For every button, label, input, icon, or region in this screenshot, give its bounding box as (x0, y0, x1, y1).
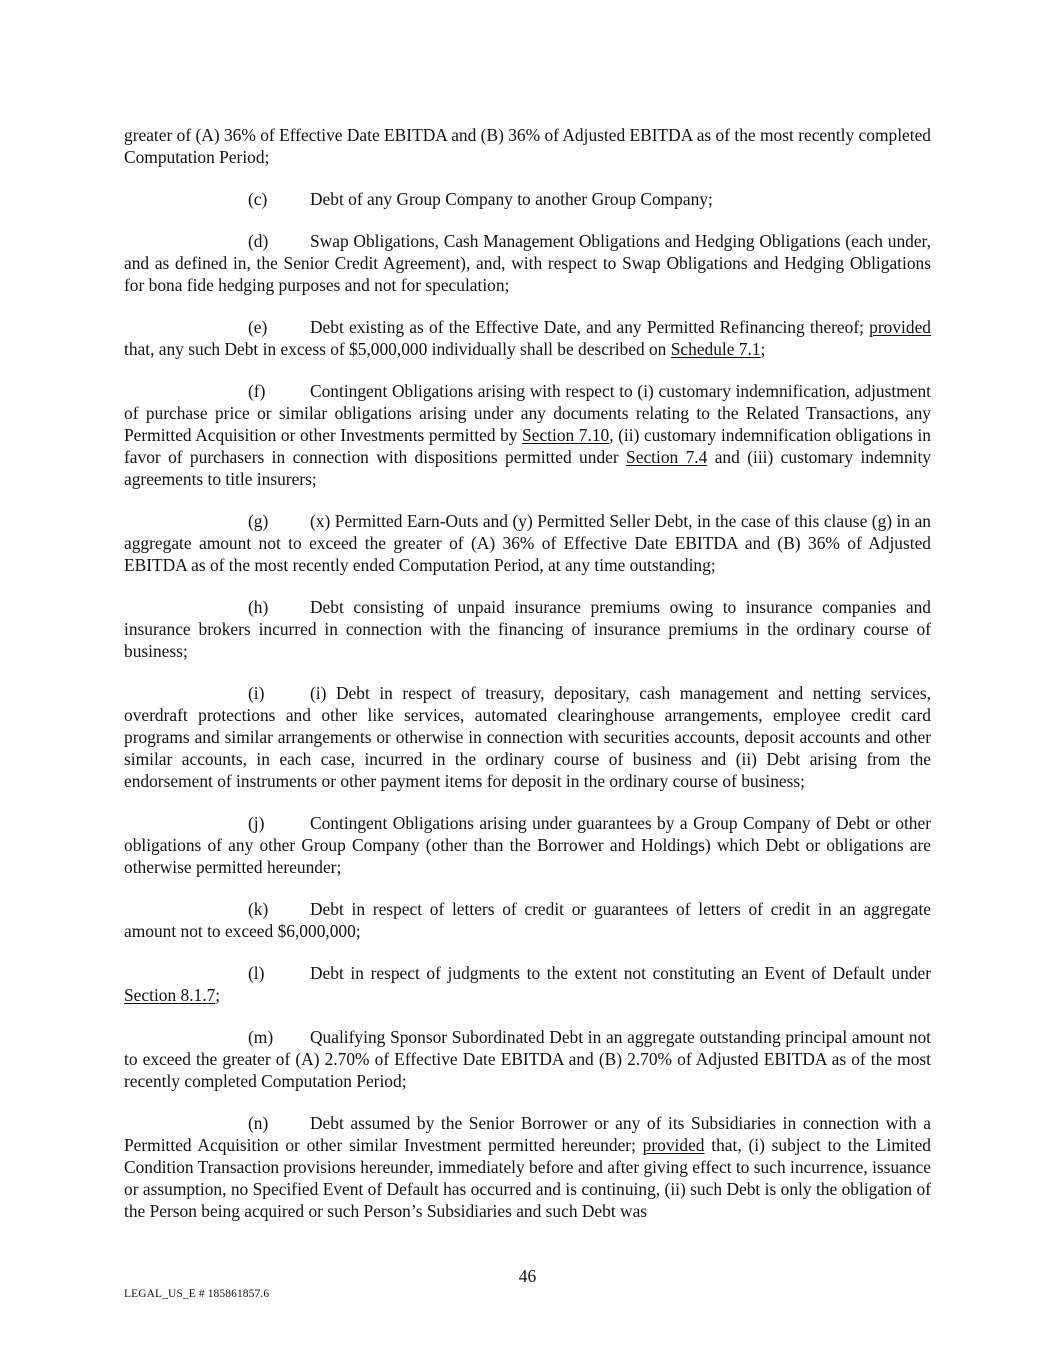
item-label: (d) (248, 231, 269, 251)
item-label: (l) (248, 963, 265, 983)
document-body (124, 124, 931, 1242)
list-item-j (124, 812, 931, 878)
item-label: (i) (248, 683, 265, 703)
item-text: , (ii) customary indemnification obligations in favor of purchasers in connection with dispositions permitted under (124, 425, 931, 467)
document-id: LEGAL_US_E # 185861857.6 (124, 1288, 270, 1300)
item-label: (f) (248, 381, 266, 401)
item-text: and (iii) customary indemnity agreements to title insurers; (124, 447, 931, 489)
list-item-m (124, 1026, 931, 1092)
item-text: Debt of any Group Company to another Group Company; (310, 189, 713, 209)
item-text: Debt assumed by the Senior Borrower or any of its Subsidiaries in connection with a Permitted Acquisition or other similar Investment permitted hereunder; (124, 1113, 931, 1155)
item-text: Swap Obligations, Cash Management Obligations and Hedging Obligations (each under, and as defined in, the Senior Credit Agreement), and, with respect to Swap Obligations and Hedging Obligations for bona fide hedging purposes and not for speculation; (124, 231, 931, 295)
list-item-c (124, 188, 931, 210)
item-text: Debt in respect of letters of credit or guarantees of letters of credit in an aggregate amount not to exceed $6,000,000; (124, 899, 931, 941)
item-text: Debt consisting of unpaid insurance premiums owing to insurance companies and insurance brokers incurred in connection with the financing of insurance premiums in the ordinary course of business; (124, 597, 931, 661)
section-8-1-7-reference[interactable]: Section 8.1.7 (124, 985, 216, 1005)
provided-term: provided (642, 1135, 705, 1155)
item-label: (h) (248, 597, 269, 617)
item-text: Qualifying Sponsor Subordinated Debt in an aggregate outstanding principal amount not to exceed the greater of (A) 2.70% of Effective Date EBITDA and (B) 2.70% of Adjusted EBITDA as of the most recently completed Computation Period; (124, 1027, 931, 1091)
section-7-10-reference[interactable]: Section 7.10 (522, 425, 610, 445)
provided-term: provided (869, 317, 931, 337)
list-item-n (124, 1112, 931, 1222)
item-label: (k) (248, 899, 269, 919)
item-text: Debt in respect of judgments to the extent not constituting an Event of Default under (310, 963, 931, 983)
item-text: Contingent Obligations arising with respect to (i) customary indemnification, adjustment of purchase price or similar obligations arising under any documents relating to the Related Transactions, any Permitted Acquisition or other Investments permitted by (124, 381, 931, 445)
item-text: that, any such Debt in excess of $5,000,000 individually shall be described on (124, 339, 671, 359)
item-text: (i) Debt in respect of treasury, depositary, cash management and netting services, overdraft protections and other like services, automated clearinghouse arrangements, employee credit card programs and similar arrangements or otherwise in connection with securities accounts, deposit accounts and other similar accounts, in each case, incurred in the ordinary course of business and (ii) Debt arising from the endorsement of instruments or other payment items for deposit in the ordinary course of business; (124, 683, 931, 791)
page-number: 46 (518, 1266, 537, 1286)
item-text: ; (760, 339, 766, 359)
item-text: Debt existing as of the Effective Date, and any Permitted Refinancing thereof; (310, 317, 870, 337)
item-label: (j) (248, 813, 265, 833)
list-item-i (124, 682, 931, 792)
section-7-4-reference[interactable]: Section 7.4 (626, 447, 708, 467)
list-item-h (124, 596, 931, 662)
list-item-l (124, 962, 931, 1006)
item-label: (e) (248, 317, 268, 337)
list-item-g (124, 510, 931, 576)
item-text: Contingent Obligations arising under guarantees by a Group Company of Debt or other obligations of any other Group Company (other than the Borrower and Holdings) which Debt or obligations are otherwise permitted hereunder; (124, 813, 931, 877)
item-label: (g) (248, 511, 269, 531)
list-item-f (124, 380, 931, 490)
item-label: (m) (248, 1027, 274, 1047)
item-text: ; (215, 985, 221, 1005)
item-text: (x) Permitted Earn-Outs and (y) Permitted Seller Debt, in the case of this clause (g) in an aggregate amount not to exceed the greater of (A) 36% of Effective Date EBITDA and (B) 36% of Adjusted EBITDA as of the most recently ended Computation Period, at any time outstanding; (124, 511, 931, 575)
schedule-7-1-reference[interactable]: Schedule 7.1 (670, 339, 761, 359)
item-text: that, (i) subject to the Limited Condition Transaction provisions hereunder, immediately before and after giving effect to such incurrence, issuance or assumption, no Specified Event of Default has occurred and is continuing, (ii) such Debt is only the obligation of the Person being acquired or such Person’s Subsidiaries and such Debt was (124, 1135, 931, 1221)
list-item-k (124, 898, 931, 942)
item-label: (c) (248, 189, 268, 209)
item-label: (n) (248, 1113, 269, 1133)
list-item-e (124, 316, 931, 360)
continuation-paragraph: greater of (A) 36% of Effective Date EBITDA and (B) 36% of Adjusted EBITDA as of the most recently completed Computation Period; (124, 125, 931, 167)
list-item-d (124, 230, 931, 296)
